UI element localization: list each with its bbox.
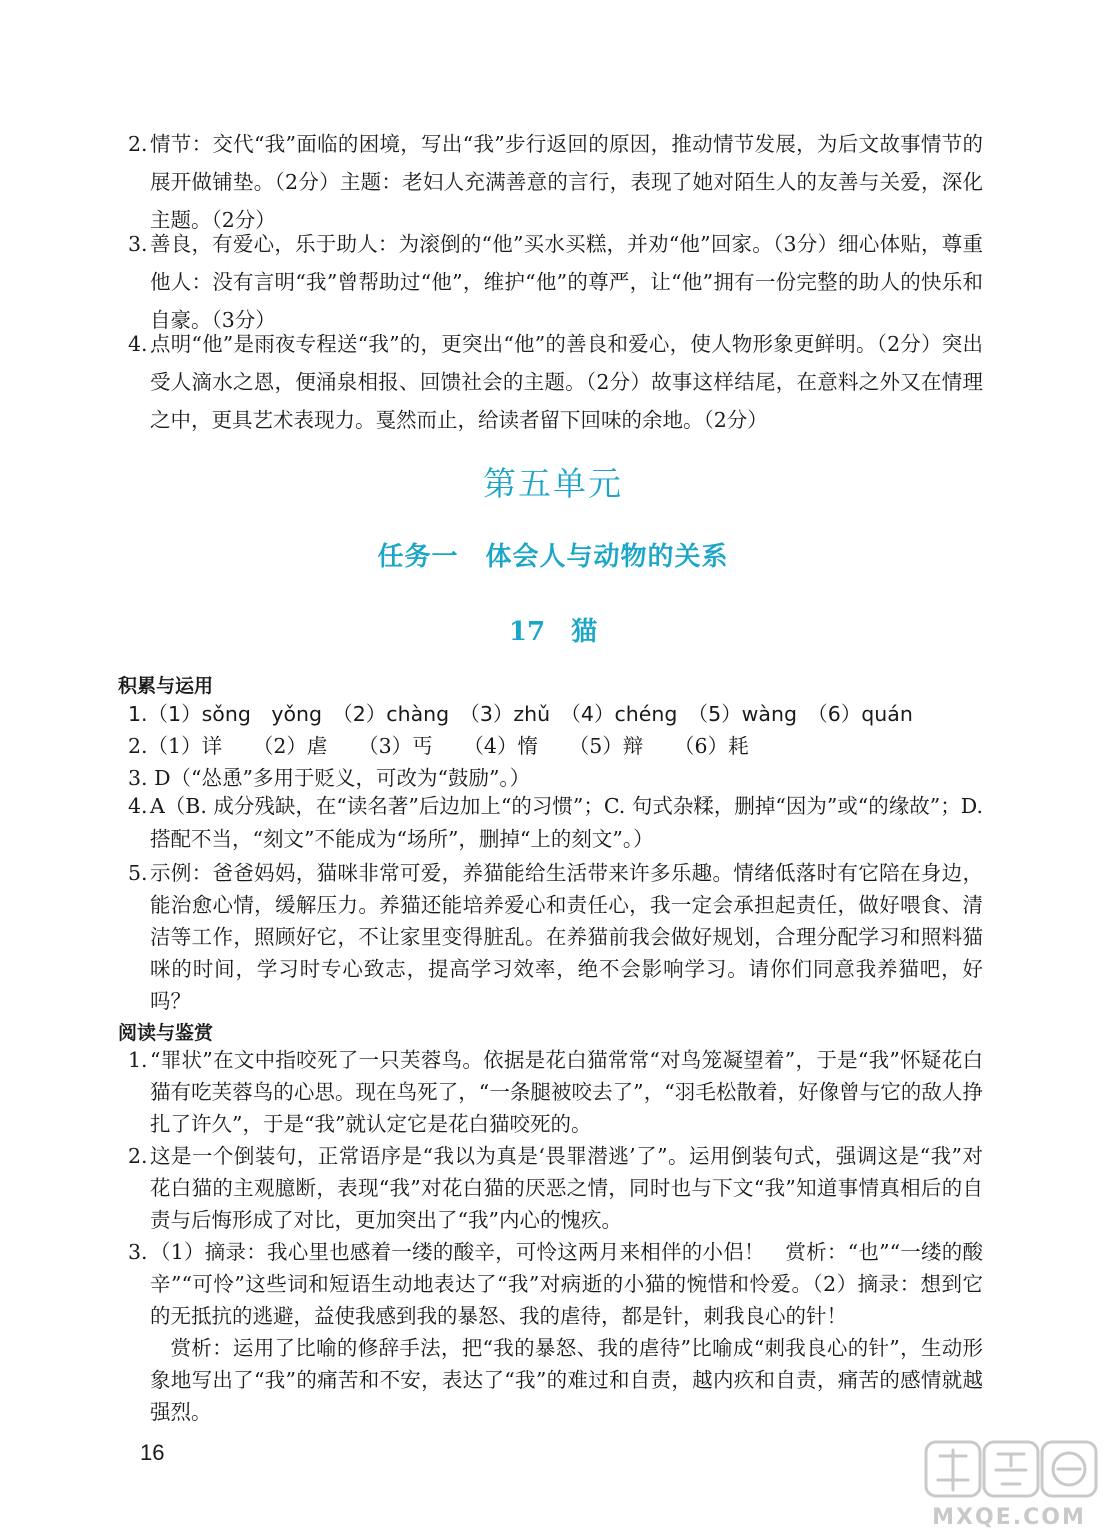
lesson-title <box>0 611 1106 648</box>
lesson-number: 17 <box>508 617 546 647</box>
watermark-logo <box>918 1436 1100 1532</box>
answer-text: “罪状”在文中指咬死了一只芙蓉鸟。依据是花白猫常常“对鸟笼凝望着”，于是“我”怀疑花白猫有吃芙蓉鸟的心思。现在鸟死了，“一条腿被咬去了”，“羽毛松散着，好像曾与它的敌人挣扎了许久”，于是“我”就认定它是花白猫咬死的。 <box>150 1048 983 1136</box>
answer-number: 2. <box>128 132 148 156</box>
answer-item-accumulate-5 <box>128 857 983 1017</box>
answer-number: 4. <box>128 794 148 818</box>
lesson-name: 猫 <box>571 617 598 647</box>
answer-text: 点明“他”是雨夜专程送“我”的，更突出“他”的善良和爱心，使人物形象更鲜明。（2分）突出受人滴水之恩，便涌泉相报、回馈社会的主题。（2分）故事这样结尾，在意料之外又在情理之中，更具艺术表现力。戛然而止，给读者留下回味的余地。（2分） <box>150 332 983 432</box>
answer-text: 善良，有爱心，乐于助人：为滚倒的“他”买水买糕，并劝“他”回家。（3分）细心体贴，尊重他人：没有言明“我”曾帮助过“他”，维护“他”的尊严，让“他”拥有一份完整的助人的快乐和自豪。（3分） <box>150 232 983 332</box>
answer-number: 3. <box>128 232 148 256</box>
answer-line-characters: 2.（1）详 （2）虐 （3）丐 （4）惰 （5）辩 （6）耗 <box>128 734 749 758</box>
section-label-reading: 阅读与鉴赏 <box>118 1022 214 1044</box>
task-title: 任务一 体会人与动物的关系 <box>377 542 729 572</box>
answer-text: 赏析：运用了比喻的修辞手法，把“我的暴怒、我的虐待”比喻成“刺我良心的针”，生动形象地写出了“我”的痛苦和不安，表达了“我”的难过和自责，越内疚和自责，痛苦的感情就越强烈。 <box>150 1336 983 1424</box>
answer-item-reading-2 <box>128 1140 983 1236</box>
answer-text: （1）摘录：我心里也感着一缕的酸辛，可怜这两月来相伴的小侣！ 赏析：“也”“一缕的酸辛”“可怜”这些词和短语生动地表达了“我”对病逝的小猫的惋惜和怜爱。（2）摘录：想到它的无抵抗的逃避，益使我感到我的暴怒、我的虐待，都是针，刺我良心的针！ <box>150 1240 983 1328</box>
answer-text: 这是一个倒装句，正常语序是“我以为真是‘畏罪潜逃’了”。运用倒装句式，强调这是“我”对花白猫的主观臆断，表现“我”对花白猫的厌恶之情，同时也与下文“我”知道事情真相后的自责与后悔形成了对比，更加突出了“我”内心的愧疚。 <box>150 1144 983 1232</box>
answer-item-accumulate-4 <box>128 790 983 856</box>
answer-item-2 <box>128 125 983 239</box>
answer-number: 3. <box>128 1240 148 1264</box>
answer-number: 5. <box>128 861 148 885</box>
answer-item-4 <box>128 325 983 439</box>
answer-text: A（B. 成分残缺，在“读名著”后边加上“的习惯”；C. 句式杂糅，删掉“因为”或“的缘故”；D. 搭配不当，“刻文”不能成为“场所”，删掉“上的刻文”。） <box>150 794 983 851</box>
answer-text: 情节：交代“我”面临的困境，写出“我”步行返回的原因，推动情节发展，为后文故事情节的展开做铺垫。（2分）主题：老妇人充满善意的言行，表现了她对陌生人的友善与关爱，深化主题。（2分） <box>150 132 983 232</box>
answer-item-3 <box>128 225 983 339</box>
section-label-accumulate: 积累与运用 <box>118 675 214 697</box>
page-number: 16 <box>140 1440 165 1465</box>
answer-line-pinyin: 1.（1）sǒng yǒng （2）chàng （3）zhǔ （4）chéng （5）wàng （6）quán <box>128 702 913 726</box>
unit-title: 第五单元 <box>483 464 623 503</box>
answer-item-reading-3-continued <box>128 1332 983 1428</box>
svg-text:MXQE.COM: MXQE.COM <box>932 1505 1086 1530</box>
answer-text: 示例：爸爸妈妈，猫咪非常可爱，养猫能给生活带来许多乐趣。情绪低落时有它陪在身边，能治愈心情，缓解压力。养猫还能培养爱心和责任心，我一定会承担起责任，做好喂食、清洁等工作，照顾好它，不让家里变得脏乱。在养猫前我会做好规划，合理分配学习和照料猫咪的时间，学习时专心致志，提高学习效率，绝不会影响学习。请你们同意我养猫吧，好吗？ <box>150 861 983 1013</box>
answer-number: 4. <box>128 332 148 356</box>
answer-number: 1. <box>128 1048 148 1072</box>
answer-number: 2. <box>128 1144 148 1168</box>
answer-item-reading-1 <box>128 1044 983 1140</box>
answer-line-choice: 3. D（“怂恿”多用于贬义，可改为“鼓励”。） <box>128 766 531 790</box>
answer-item-reading-3 <box>128 1236 983 1332</box>
